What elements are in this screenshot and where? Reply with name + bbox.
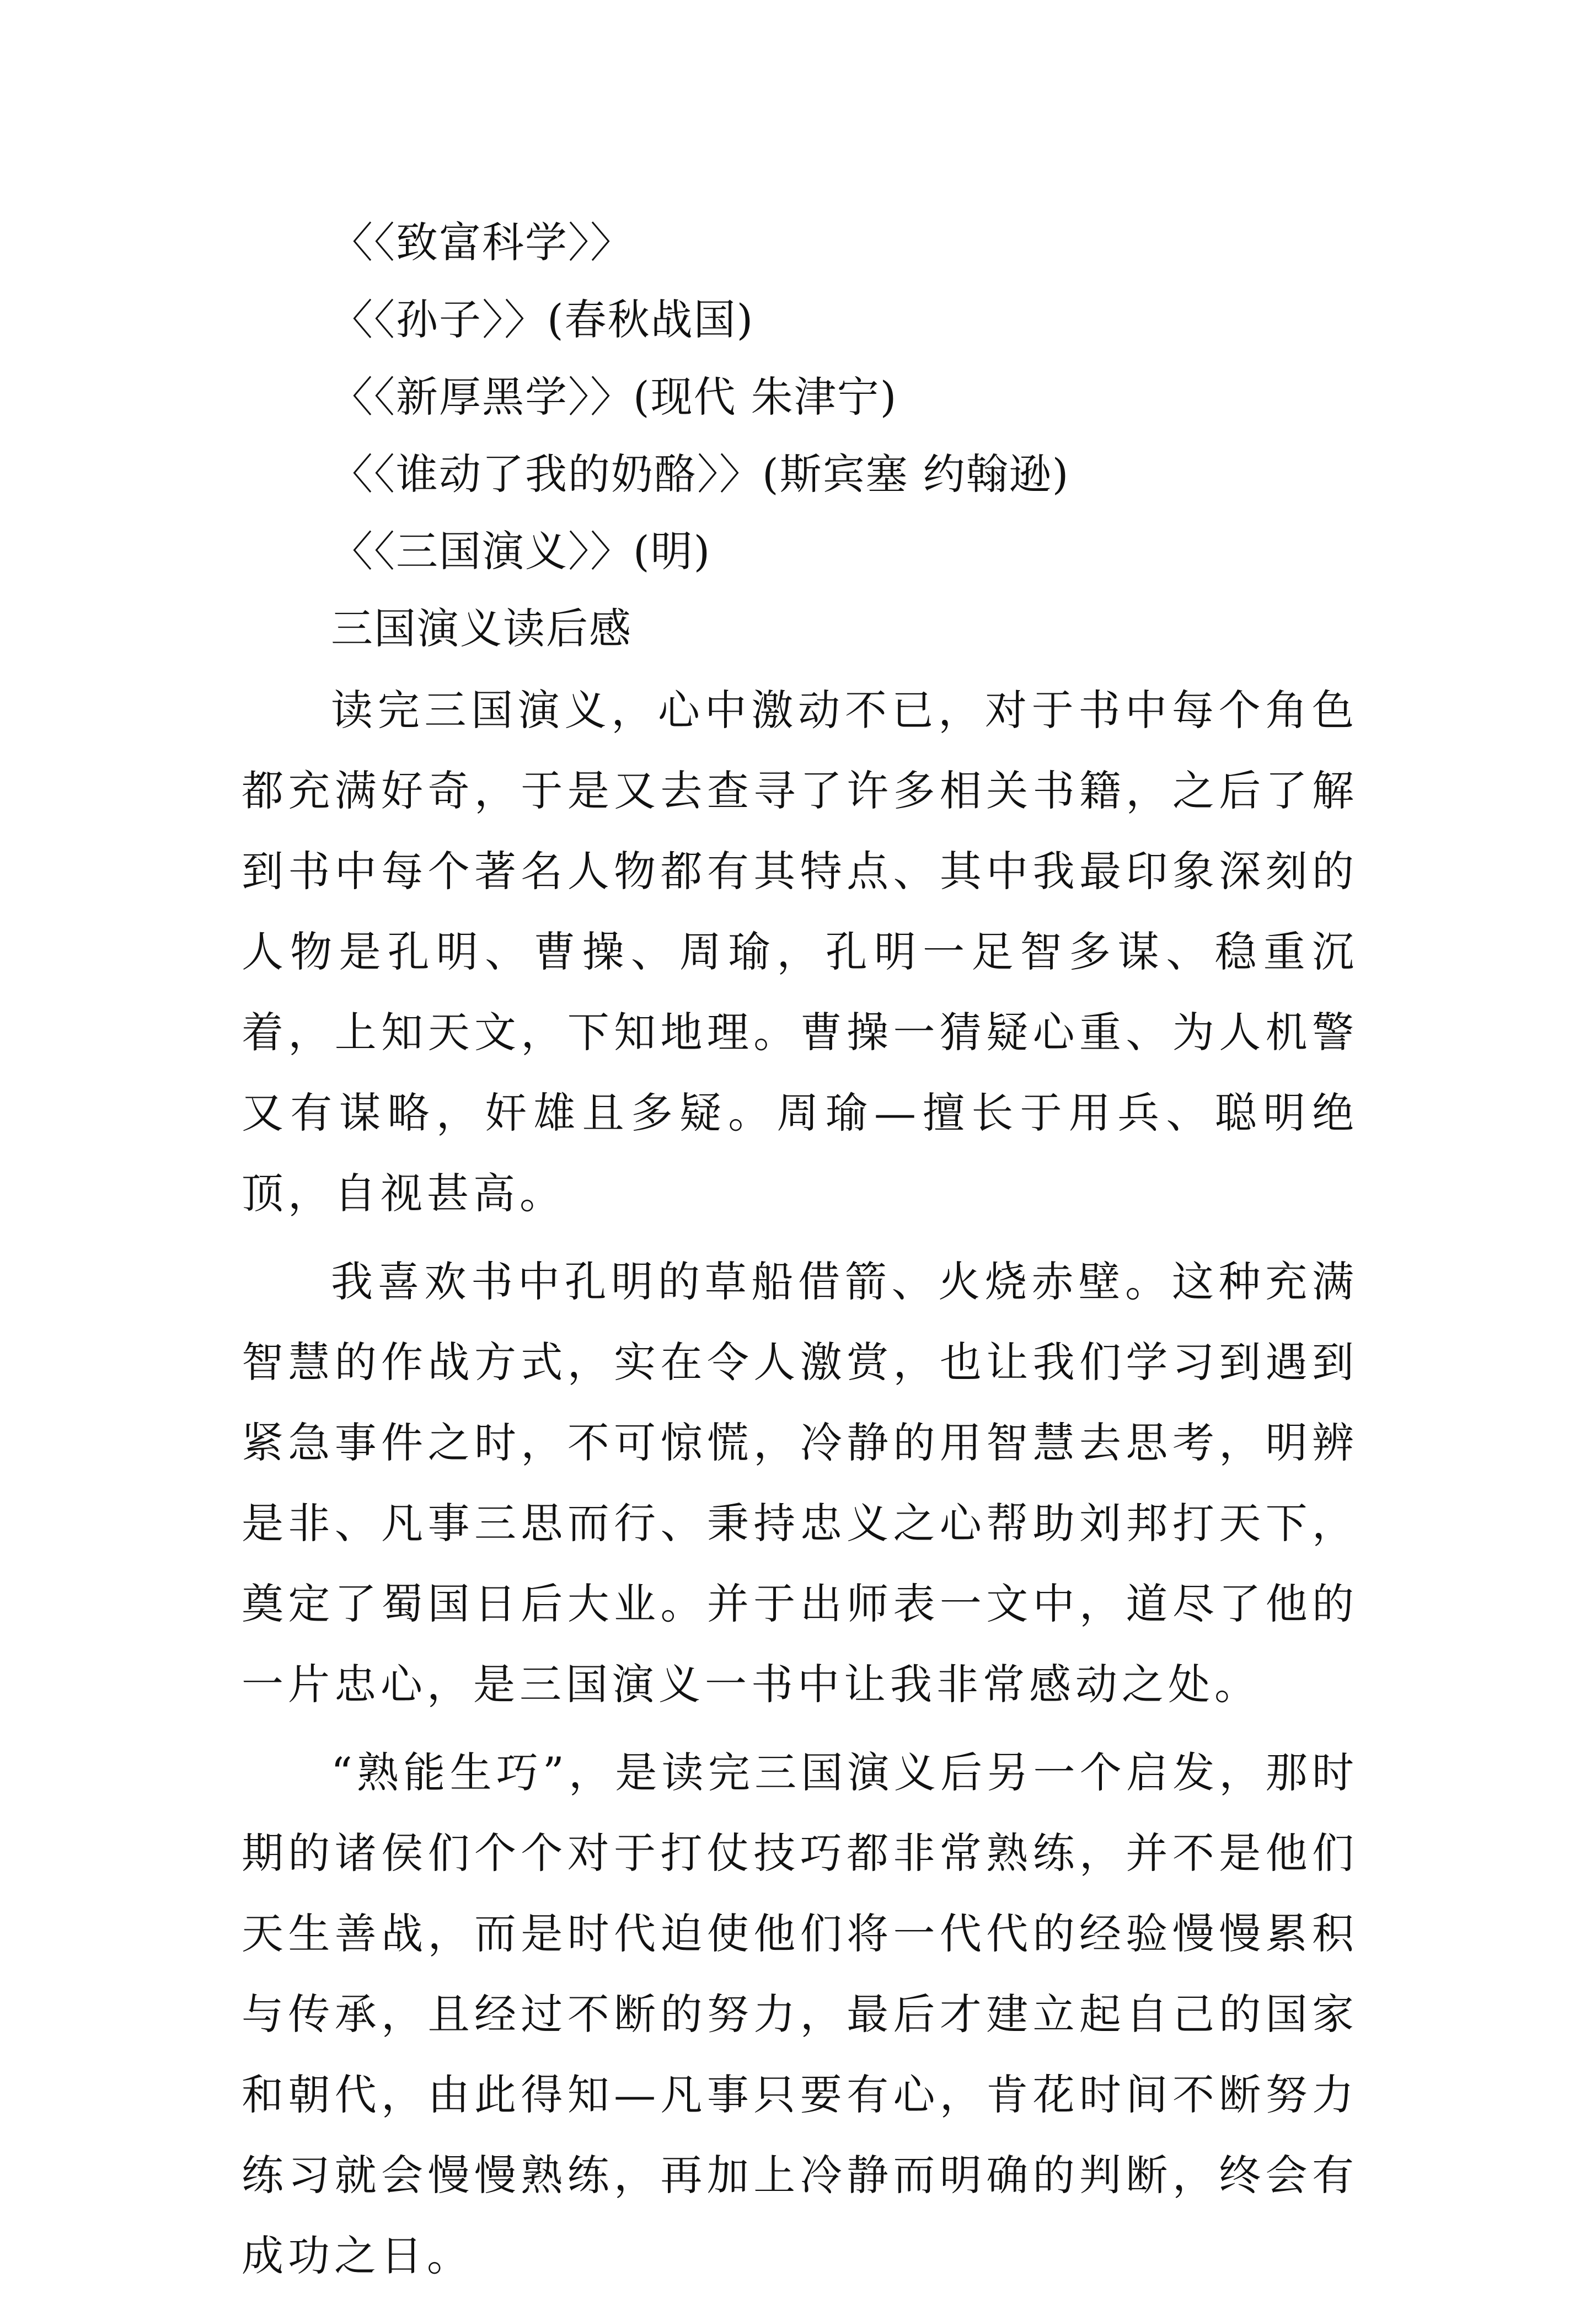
essay-paragraph: 我喜欢书中孔明的草船借箭、火烧赤壁。这种充满智慧的作战方式，实在令人激赏，也让我们学习到遇到紧急事件之时，不可惊慌，冷静的用智慧去思考，明辨是非、凡事三思而行、秉持忠义之心帮助刘邦打天下，奠定了蜀国日后大业。并于出师表一文中，道尽了他的一片忠心，是三国演义一书中让我非常感动之处。: [242, 1257, 1358, 1709]
essay-paragraph: 读完三国演义，心中激动不已，对于书中每个角色都充满好奇，于是又去查寻了许多相关书籍，之后了解到书中每个著名人物都有其特点、其中我最印象深刻的人物是孔明、曹操、周瑜，孔明一足智多谋、稳重沉着，上知天文，下知地理。曹操一猜疑心重、为人机警又有谋略，奸雄且多疑。周瑜—擅长于用兵、聪明绝顶，自视甚高。: [242, 686, 1358, 1218]
book-list-item: 〈〈孙子〉〉(春秋战国): [331, 295, 754, 344]
book-list: [331, 204, 1434, 590]
book-list-item: 〈〈谁动了我的奶酪〉〉(斯宾塞 约翰逊): [331, 450, 1070, 499]
essay-paragraph: “熟能生巧”，是读完三国演义后另一个启发，那时期的诸侯们个个对于打仗技巧都非常熟练，并不是他们天生善战，而是时代迫使他们将一代代的经验慢慢累积与传承，且经过不断的努力，最后才建立起自己的国家和朝代，由此得知—凡事只要有心，肯花时间不断努力练习就会慢慢熟练，再加上冷静而明确的判断，终会有成功之日。: [242, 1748, 1358, 2280]
essay-title: 三国演义读后感: [331, 604, 632, 653]
book-list-item: 〈〈致富科学〉〉: [331, 218, 633, 267]
book-list-item: 〈〈三国演义〉〉(明): [331, 527, 711, 576]
book-list-item: 〈〈新厚黑学〉〉(现代 朱津宁): [331, 372, 898, 421]
essay-body: [242, 670, 1358, 2304]
